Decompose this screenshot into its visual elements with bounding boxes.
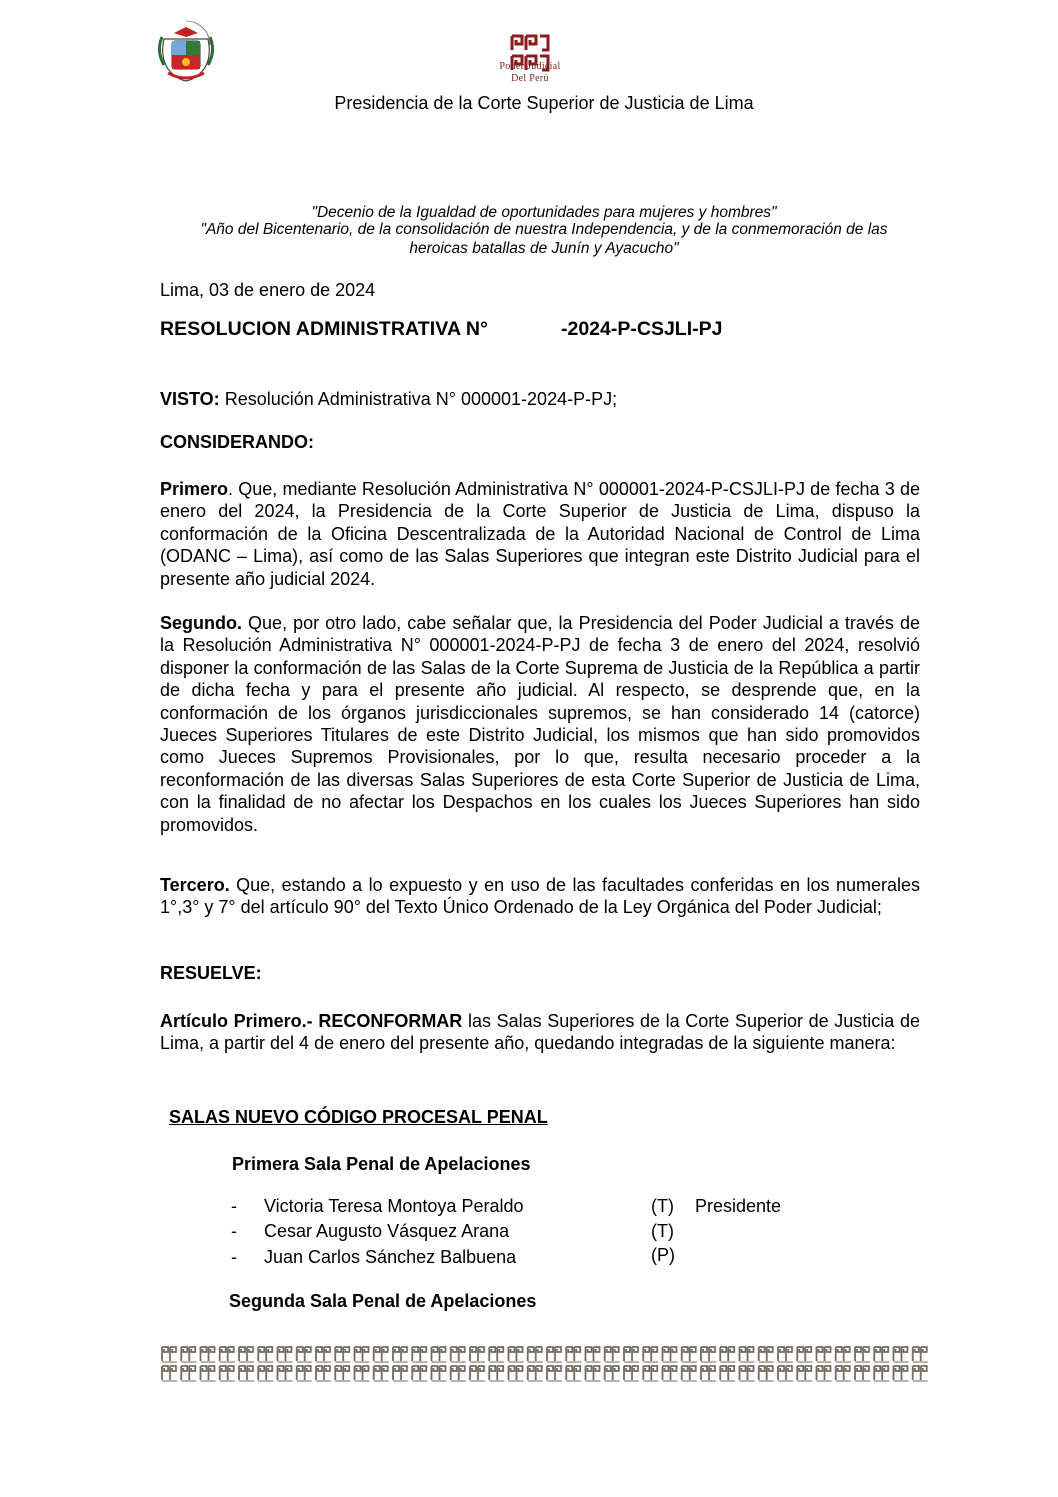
motto-line-1: "Decenio de la Igualdad de oportunidades para mujeres y hombres" [311, 204, 777, 221]
member-role: Presidente [695, 1196, 782, 1216]
considerando-heading: CONSIDERANDO: [160, 432, 315, 452]
segundo-label: Segundo. [160, 613, 242, 633]
resolution-title: RESOLUCION ADMINISTRATIVA N° [160, 318, 489, 340]
primero-paragraph [160, 478, 920, 590]
motto-line-3: heroicas batallas de Junín y Ayacucho" [409, 240, 679, 257]
articulo-primero-verb: RECONFORMAR [312, 1011, 463, 1031]
tercero-paragraph [160, 874, 920, 919]
member-dash: - [231, 1196, 237, 1216]
articulo-primero-paragraph [160, 1010, 920, 1055]
section-title: SALAS NUEVO CÓDIGO PROCESAL PENAL [169, 1107, 548, 1127]
primero-text: . Que, mediante Resolución Administrativa N° 000001-2024-P-CSJLI-PJ de fecha 3 de enero del 2024, la Presidencia de la Corte Superior de Justicia de Lima, dispuso la conformación de la Oficina Descentralizada de la Autoridad Nacional de Control de Lima (ODANC – Lima), así como de las Salas Superiores que integran este Distrito Judicial para el presente año judicial 2024. [160, 479, 920, 589]
segundo-text: Que, por otro lado, cabe señalar que, la Presidencia del Poder Judicial a través de la Resolución Administrativa N° 000001-2024-P-PJ de fecha 3 de enero del 2024, resolvió disponer la conformación de las Salas de la Corte Suprema de Justicia de la República a partir de dicha fecha y para el presente año judicial. Al respecto, se desprende que, en la conformación de los órganos jurisdiccionales supremos, se han considerado 14 (catorce) Jueces Superiores Titulares de este Distrito Judicial, los mismos que han sido promovidos como Jueces Supremos Provisionales, por lo que, resulta necesario proceder a la reconformación de las diversas Salas Superiores de esta Corte Superior de Justicia de Lima, con la finalidad de no afectar los Despachos en los cuales los Jueces Superiores han sido promovidos. [160, 613, 920, 835]
resolution-code: -2024-P-CSJLI-PJ [561, 318, 723, 340]
member-name: Juan Carlos Sánchez Balbuena [264, 1247, 517, 1267]
member-name: Victoria Teresa Montoya Peraldo [264, 1196, 524, 1216]
header-title: Presidencia de la Corte Superior de Justicia de Lima [334, 93, 754, 113]
logo-text-line1: Poder Judicial [499, 61, 561, 72]
visto-text: Resolución Administrativa N° 000001-2024-P-PJ; [219, 389, 618, 409]
document-date: Lima, 03 de enero de 2024 [160, 280, 376, 300]
tercero-text: Que, estando a lo expuesto y en uso de las facultades conferidas en los numerales 1°,3° y 7° del artículo 90° del Texto Único Ordenado de la Ley Orgánica del Poder Judicial; [160, 875, 920, 918]
logo-text-line2: Del Perú [511, 73, 549, 84]
segundo-paragraph [160, 612, 920, 836]
primero-label: Primero [160, 479, 229, 499]
footer-pattern-band [160, 1345, 930, 1383]
member-dash: - [231, 1221, 237, 1241]
member-name: Cesar Augusto Vásquez Arana [264, 1221, 510, 1241]
visto-paragraph [160, 388, 920, 410]
member-type: (T) [651, 1196, 674, 1216]
member-type: (P) [651, 1245, 675, 1265]
coat-of-arms-icon [158, 17, 214, 83]
member-type: (T) [651, 1221, 674, 1241]
sala-name: Segunda Sala Penal de Apelaciones [229, 1291, 537, 1311]
member-dash: - [231, 1247, 237, 1267]
visto-label: VISTO: [160, 389, 220, 409]
sala-name: Primera Sala Penal de Apelaciones [232, 1154, 531, 1174]
resuelve-heading: RESUELVE: [160, 963, 262, 983]
articulo-primero-text: las Salas Superiores de la Corte Superior de Justicia de Lima, a partir del 4 de enero del presente año, quedando integradas de la siguiente manera: [160, 1011, 920, 1054]
motto-line-2: "Año del Bicentenario, de la consolidación de nuestra Independencia, y de la conmemoración de las [200, 221, 888, 238]
tercero-label: Tercero. [160, 875, 230, 895]
articulo-primero-label: Artículo Primero.- [160, 1011, 313, 1031]
